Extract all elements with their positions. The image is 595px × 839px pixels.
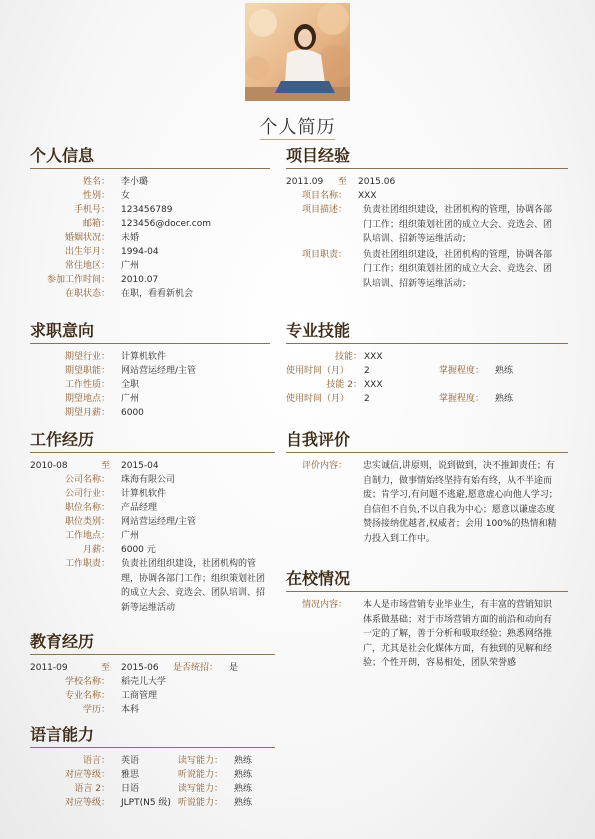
info-row <box>30 287 270 301</box>
info-row <box>30 189 270 203</box>
row-label: 在职状态： <box>64 289 110 299</box>
education-start: 2011-09 <box>30 663 68 673</box>
language-rows <box>30 754 275 810</box>
language-label: 对应等级： <box>64 770 110 780</box>
row-label: 学历： <box>82 705 110 715</box>
section-title: 在校情况 <box>286 569 351 588</box>
info-row <box>30 273 270 287</box>
title-underline <box>260 139 335 140</box>
section-rule <box>286 452 568 453</box>
row-label: 专业名称： <box>64 691 110 701</box>
intention-rows <box>30 350 270 420</box>
row-label: 职位名称： <box>64 503 110 513</box>
info-row <box>30 487 275 501</box>
section-title: 专业技能 <box>286 321 351 340</box>
skill-label: 技能 2： <box>326 380 362 390</box>
section-rule <box>30 747 275 748</box>
skill-detail-row <box>286 392 568 406</box>
section-campus <box>286 567 568 671</box>
row-value: 2010.07 <box>121 275 159 285</box>
row-value: 女 <box>121 191 131 201</box>
language-value: JLPT(N5 级) <box>121 798 171 808</box>
section-rule <box>30 343 270 344</box>
profile-photo <box>245 3 350 101</box>
language-value: 日语 <box>121 784 140 794</box>
personal-rows <box>30 175 270 301</box>
work-duty-label: 工作职责： <box>64 559 110 569</box>
skill-detail-row <box>286 364 568 378</box>
row-label: 常住地区： <box>64 261 110 271</box>
education-unified-label: 是否统招： <box>172 663 218 673</box>
education-rows <box>30 675 275 717</box>
row-label: 期望月薪： <box>64 408 110 418</box>
skill-level-value: 熟练 <box>495 394 514 404</box>
section-self-evaluation <box>286 428 568 547</box>
skill-row <box>286 378 568 392</box>
info-row <box>30 245 270 259</box>
skill-value: XXX <box>364 380 383 390</box>
project-desc-text: 负责社团组织建设，社团机构的管理，协调各部门工作；组织策划社团的成立大会、竞选会、团队培训、招新等运维活动； <box>363 205 553 245</box>
row-label: 出生年月： <box>64 247 110 257</box>
row-value: 网站营运经理/主管 <box>121 366 197 376</box>
work-period <box>30 459 275 473</box>
work-rows <box>30 473 275 557</box>
row-value: 123456@docer.com <box>121 219 212 229</box>
project-desc-label: 项目描述： <box>301 205 347 215</box>
section-job-intention <box>30 319 270 420</box>
row-value: 6000 <box>121 408 144 418</box>
self-eval-row <box>286 459 568 547</box>
row-value: 广州 <box>121 261 140 271</box>
info-row <box>30 231 270 245</box>
info-row <box>30 378 270 392</box>
skill-value: XXX <box>364 352 383 362</box>
section-rule <box>286 168 568 169</box>
row-label: 手机号： <box>73 205 110 215</box>
section-rule <box>30 452 275 453</box>
section-title: 自我评价 <box>286 430 351 449</box>
education-to: 至 <box>100 663 110 673</box>
project-to: 至 <box>337 177 347 187</box>
row-label: 工作地点： <box>64 531 110 541</box>
info-row <box>30 675 275 689</box>
row-value: 6000 元 <box>121 545 156 555</box>
row-value: 未婚 <box>121 233 140 243</box>
row-value: 产品经理 <box>121 503 158 513</box>
row-value: 广州 <box>121 531 140 541</box>
section-rule <box>30 654 275 655</box>
row-value: 计算机软件 <box>121 352 167 362</box>
language-row <box>30 754 275 768</box>
section-education <box>30 630 275 717</box>
language-row <box>30 796 275 810</box>
skill-level-value: 熟练 <box>495 366 514 376</box>
language-ability-value: 熟练 <box>234 798 253 808</box>
section-title: 求职意向 <box>30 321 95 340</box>
campus-row <box>286 598 568 671</box>
skill-time-value: 2 <box>364 394 370 404</box>
row-value: 计算机软件 <box>121 489 167 499</box>
language-ability-label: 听说能力： <box>177 770 223 780</box>
project-name-row <box>286 189 568 203</box>
education-period <box>30 661 275 675</box>
section-personal-info <box>30 144 270 301</box>
language-row <box>30 782 275 796</box>
section-title: 教育经历 <box>30 632 95 651</box>
info-row <box>30 259 270 273</box>
language-ability-value: 熟练 <box>234 784 253 794</box>
info-row <box>30 501 275 515</box>
skill-label: 技能： <box>334 352 362 362</box>
info-row <box>30 543 275 557</box>
row-value: 在职，看看新机会 <box>121 289 194 299</box>
language-ability-value: 熟练 <box>234 770 253 780</box>
language-row <box>30 768 275 782</box>
skill-level-label: 掌握程度： <box>438 394 484 404</box>
info-row <box>30 392 270 406</box>
row-value: 123456789 <box>121 205 173 215</box>
project-name-value: XXX <box>358 191 377 201</box>
info-row <box>30 689 275 703</box>
education-end: 2015-06 <box>121 663 159 673</box>
language-ability-label: 读写能力： <box>177 784 223 794</box>
row-value: 工商管理 <box>121 691 158 701</box>
project-end: 2015.06 <box>358 177 396 187</box>
info-row <box>30 473 275 487</box>
project-duty-text: 负责社团组织建设，社团机构的管理，协调各部门工作；组织策划社团的成立大会、竞选会、团队培训、招新等运维活动； <box>363 249 553 289</box>
row-value: 全职 <box>121 380 140 390</box>
skill-time-value: 2 <box>364 366 370 376</box>
section-work-experience <box>30 428 275 615</box>
language-ability-value: 熟练 <box>234 756 253 766</box>
skill-time-label: 使用时间（月） <box>286 366 350 376</box>
work-duty-text: 负责社团组织建设，社团机构的管理，协调各部门工作；组织策划社团的成立大会、竞选会、团队培训、招新等运维活动 <box>121 559 266 613</box>
skill-time-label: 使用时间（月） <box>286 394 350 404</box>
section-rule <box>286 343 568 344</box>
row-label: 月薪： <box>82 545 110 555</box>
work-end: 2015-04 <box>121 461 159 471</box>
row-label: 职位类别： <box>64 517 110 527</box>
info-row <box>30 529 275 543</box>
work-duty-row <box>30 557 275 615</box>
row-value: 珠海有限公司 <box>121 475 176 485</box>
skill-level-label: 掌握程度： <box>438 366 484 376</box>
section-title: 项目经验 <box>286 146 351 165</box>
campus-text: 本人是市场营销专业毕业生，有丰富的营销知识体系做基础；对于市场营销方面的前沿和动向有一定的了解，善于分析和吸取经验；熟悉网络推广，尤其是社会化媒体方面，有独到的见解和经验；个性开朗，容易相处，团队荣誉感 <box>363 600 553 669</box>
info-row <box>30 217 270 231</box>
project-start: 2011.09 <box>286 177 324 187</box>
project-duty-row <box>286 248 568 292</box>
row-label: 婚姻状况： <box>64 233 110 243</box>
section-rule <box>286 591 568 592</box>
info-row <box>30 703 275 717</box>
language-value: 雅思 <box>121 770 140 780</box>
section-project-experience <box>286 144 568 292</box>
row-value: 稻壳儿大学 <box>121 677 167 687</box>
row-label: 期望行业： <box>64 352 110 362</box>
info-row <box>30 175 270 189</box>
row-value: 本科 <box>121 705 140 715</box>
info-row <box>30 350 270 364</box>
section-title: 工作经历 <box>30 430 95 449</box>
row-label: 公司行业： <box>64 489 110 499</box>
row-label: 工作性质： <box>64 380 110 390</box>
section-language <box>30 723 275 810</box>
project-period <box>286 175 568 189</box>
row-value: 1994-04 <box>121 247 159 257</box>
section-title: 个人信息 <box>30 146 95 165</box>
skill-row <box>286 350 568 364</box>
profile-photo-image <box>245 3 350 101</box>
campus-label: 情况内容： <box>301 600 347 610</box>
self-eval-label: 评价内容： <box>301 461 347 471</box>
self-eval-text: 忠实诚信,讲原则，说到做到，决不推卸责任；有自制力，做事情始终坚持有始有终，从不半途而废；肯学习,有问题不逃避,愿意虚心向他人学习；自信但不自负,不以自我为中心；愿意以谦虚态度赞扬接纳优越者,权威者；会用 100%的热情和精力投入到工作中。 <box>363 461 558 544</box>
row-label: 邮箱： <box>82 219 110 229</box>
row-label: 姓名： <box>82 177 110 187</box>
language-ability-label: 听说能力： <box>177 798 223 808</box>
row-label: 公司名称： <box>64 475 110 485</box>
language-label: 对应等级： <box>64 798 110 808</box>
section-rule <box>30 168 270 169</box>
language-value: 英语 <box>121 756 140 766</box>
info-row <box>30 364 270 378</box>
info-row <box>30 406 270 420</box>
skills-rows <box>286 350 568 406</box>
row-label: 性别： <box>82 191 110 201</box>
row-label: 期望职能： <box>64 366 110 376</box>
project-duty-label: 项目职责： <box>301 249 347 260</box>
row-label: 期望地点： <box>64 394 110 404</box>
row-value: 李小璐 <box>121 177 149 187</box>
project-name-label: 项目名称： <box>301 191 347 201</box>
row-value: 广州 <box>121 394 140 404</box>
info-row <box>30 203 270 217</box>
project-desc-row <box>286 203 568 247</box>
info-row <box>30 515 275 529</box>
section-skills <box>286 319 568 406</box>
work-to: 至 <box>100 461 110 471</box>
language-label: 语言： <box>82 756 110 766</box>
document-title: 个人简历 <box>259 117 336 138</box>
work-start: 2010-08 <box>30 461 68 471</box>
language-label: 语言 2： <box>74 784 110 794</box>
section-title: 语言能力 <box>30 725 95 744</box>
row-value: 网站营运经理/主管 <box>121 517 197 527</box>
language-ability-label: 读写能力： <box>177 756 223 766</box>
row-label: 学校名称： <box>64 677 110 687</box>
education-unified-value: 是 <box>229 663 239 673</box>
row-label: 参加工作时间： <box>46 275 110 285</box>
